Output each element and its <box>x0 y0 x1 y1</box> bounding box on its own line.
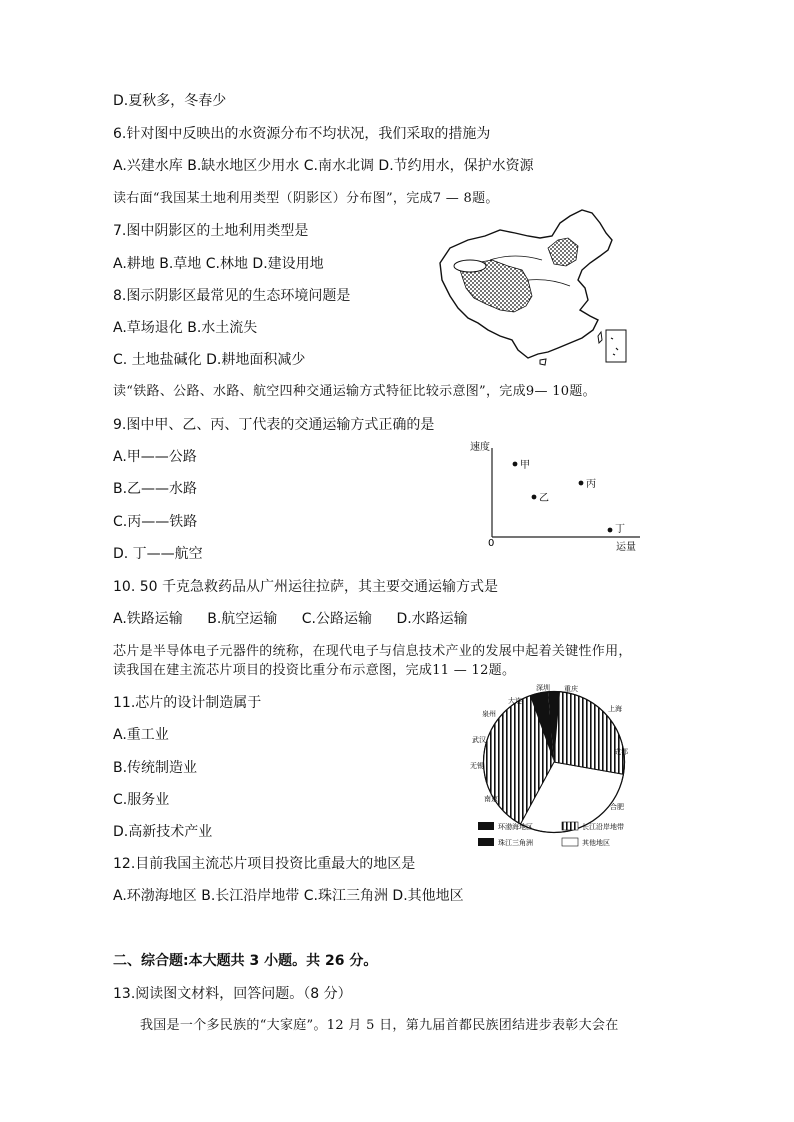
label-wuxi: 无锡 <box>470 762 484 770</box>
y-axis-label: 速度 <box>470 442 490 453</box>
point-yi-label: 乙 <box>539 493 549 504</box>
legend-swatch-bohai <box>478 822 494 830</box>
point-jia <box>513 462 518 467</box>
china-land-use-map <box>430 208 630 368</box>
question-8-options-cd: C. 土地盐碱化 D.耕地面积减少 <box>113 352 306 368</box>
question-6-options: A.兴建水库 B.缺水地区少用水 C.南水北调 D.节约用水，保护水资源 <box>113 158 534 174</box>
legend-swatch-yangtze <box>562 822 578 830</box>
option-d-q5: D.夏秋多，冬春少 <box>113 93 227 109</box>
question-10-options <box>113 609 488 629</box>
question-8-options-ab: A.草场退化 B.水土流失 <box>113 320 258 336</box>
question-13: 13.阅读图文材料，回答问题。（8 分） <box>113 986 352 1002</box>
question-11: 11.芯片的设计制造属于 <box>113 695 262 711</box>
label-nanjing: 南京 <box>484 795 498 803</box>
legend-pearl: 珠江三角洲 <box>498 839 533 847</box>
chip-intro: 芯片是半导体电子元器件的统称，在现代电子与信息技术产业的发展中起着关键性作用， <box>113 644 632 659</box>
question-9-option-d: D. 丁——航空 <box>113 546 203 562</box>
label-shanghai: 上海 <box>608 705 622 713</box>
question-9-option-b: B.乙——水路 <box>113 481 198 497</box>
point-bing-label: 丙 <box>586 479 596 490</box>
question-11-option-b: B.传统制造业 <box>113 760 198 776</box>
label-quanzhou: 泉州 <box>482 710 496 718</box>
question-7-options: A.耕地 B.草地 C.林地 D.建设用地 <box>113 256 324 272</box>
question-6: 6.针对图中反映出的水资源分布不均状况，我们采取的措施为 <box>113 126 491 142</box>
point-yi <box>532 495 537 500</box>
legend-swatch-other <box>562 838 578 846</box>
instruction-11-12: 读我国在建主流芯片项目的投资比重分布示意图，完成11 — 12题。 <box>113 663 516 678</box>
label-hefei: 合肥 <box>610 803 624 811</box>
point-ding-label: 丁 <box>615 524 625 535</box>
pie-slices <box>484 691 625 832</box>
legend-other: 其他地区 <box>582 839 610 847</box>
question-10-option-c: C.公路运输 <box>301 611 372 627</box>
question-11-option-c: C.服务业 <box>113 792 170 808</box>
point-ding <box>608 528 613 533</box>
question-10: 10. 50 千克急救药品从广州运往拉萨，其主要交通运输方式是 <box>113 579 498 595</box>
transport-comparison-chart <box>470 438 660 558</box>
question-9: 9.图中甲、乙、丙、丁代表的交通运输方式正确的是 <box>113 417 435 433</box>
instruction-9-10: 读“铁路、公路、水路、航空四种交通运输方式特征比较示意图”，完成9— 10题。 <box>113 384 596 399</box>
basin-white <box>454 260 486 272</box>
legend-bohai: 环渤海地区 <box>498 823 533 831</box>
point-jia-label: 甲 <box>520 460 530 471</box>
question-12-options: A.环渤海地区 B.长江沿岸地带 C.珠江三角洲 D.其他地区 <box>113 888 464 904</box>
question-8: 8.图示阴影区最常见的生态环境问题是 <box>113 288 351 304</box>
legend-yangtze: 长江沿岸地带 <box>582 823 624 831</box>
label-chongqing: 重庆 <box>564 685 578 693</box>
question-12: 12.目前我国主流芯片项目投资比重最大的地区是 <box>113 856 416 872</box>
question-7: 7.图中阴影区的土地利用类型是 <box>113 223 309 239</box>
x-axis-label: 运量 <box>616 542 636 553</box>
point-bing <box>579 481 584 486</box>
instruction-7-8: 读右面“我国某土地利用类型（阴影区）分布图”，完成7 — 8题。 <box>113 191 499 206</box>
taiwan-island <box>598 332 602 343</box>
origin-label: 0 <box>488 538 495 549</box>
label-dalian: 大连 <box>508 697 522 705</box>
question-13-material: 我国是一个多民族的“大家庭”。12 月 5 日，第九届首都民族团结进步表彰大会在 <box>140 1018 619 1033</box>
label-wuhan: 武汉 <box>472 736 486 744</box>
hainan-island <box>540 359 546 365</box>
question-11-option-d: D.高新技术产业 <box>113 824 213 840</box>
label-chengdu: 成都 <box>614 748 628 756</box>
question-10-option-d: D.水路运输 <box>396 611 468 627</box>
question-10-option-a: A.铁路运输 <box>113 611 183 627</box>
question-10-option-b: B.航空运输 <box>207 611 278 627</box>
question-11-option-a: A.重工业 <box>113 727 169 743</box>
question-9-option-c: C.丙——铁路 <box>113 514 198 530</box>
legend-swatch-pearl <box>478 838 494 846</box>
label-shenzhen: 深圳 <box>536 684 550 692</box>
question-9-option-a: A.甲——公路 <box>113 449 197 465</box>
chip-investment-pie-chart <box>470 682 700 852</box>
south-sea-inset <box>606 330 626 362</box>
section-2-heading: 二、综合题:本大题共 3 小题。共 26 分。 <box>113 953 378 969</box>
